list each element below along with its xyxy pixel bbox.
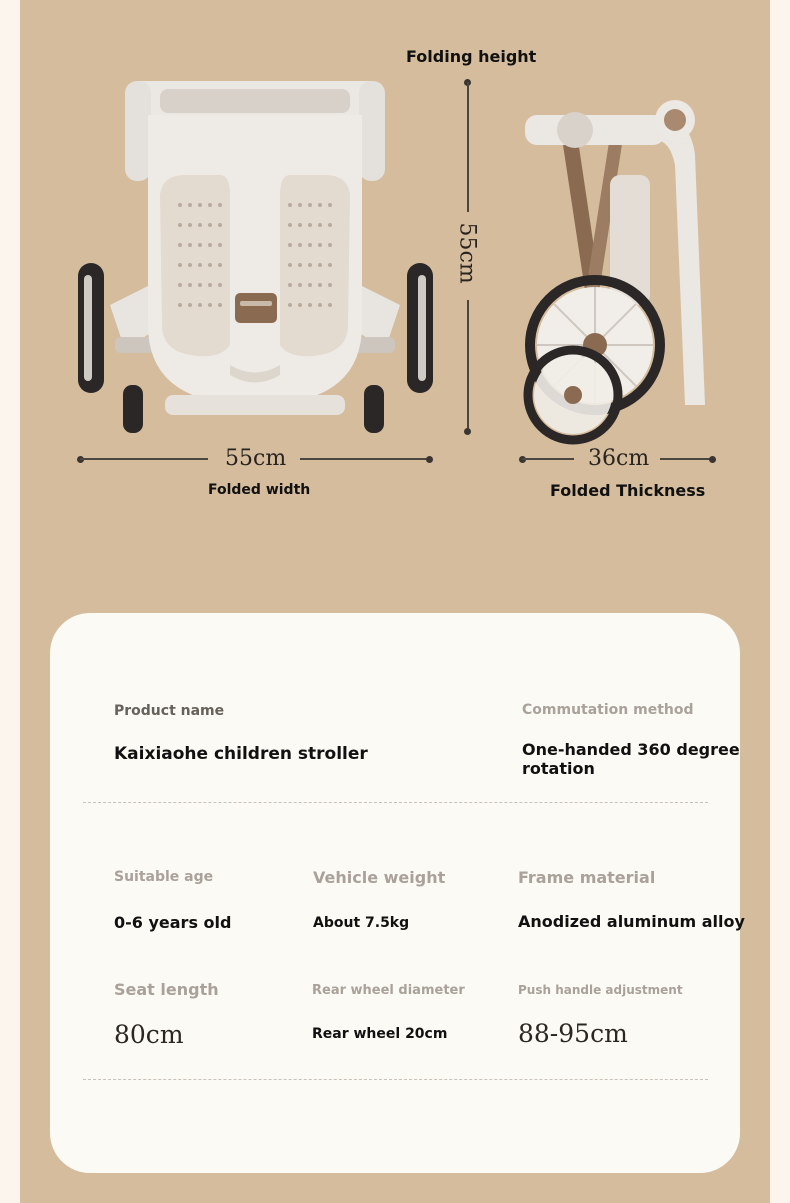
folding-height-label: Folding height — [406, 47, 537, 66]
width-dimension-line-left — [80, 458, 208, 460]
height-dimension-line-bottom — [467, 300, 469, 430]
height-dimension-line-top — [467, 82, 469, 212]
thickness-dimension-line-left — [522, 458, 574, 460]
folded-width-value: 55cm — [225, 446, 287, 471]
frame-material-label: Frame material — [518, 868, 656, 887]
thickness-line-end-right — [709, 456, 716, 463]
vehicle-weight-label: Vehicle weight — [313, 868, 446, 887]
seat-length-label: Seat length — [114, 980, 219, 999]
spec-card — [50, 613, 745, 1173]
folded-stroller-front-image — [70, 75, 450, 435]
width-line-end-right — [426, 456, 433, 463]
rear-wheel-diameter-value: Rear wheel 20cm — [312, 1026, 448, 1042]
commutation-method-value-line1: One-handed 360 degree — [522, 740, 740, 759]
folding-height-value: 55cm — [454, 222, 480, 284]
folded-width-label: Folded width — [208, 482, 311, 498]
seat-length-value: 80cm — [114, 1020, 184, 1049]
spec-divider-bottom — [83, 1079, 708, 1080]
push-handle-adjustment-value: 88-95cm — [518, 1019, 628, 1048]
folded-stroller-side-image — [515, 95, 715, 450]
thickness-dimension-line-right — [660, 458, 712, 460]
suitable-age-value: 0-6 years old — [114, 913, 232, 932]
product-name-label: Product name — [114, 703, 225, 719]
spec-divider-top — [83, 802, 708, 803]
vehicle-weight-value: About 7.5kg — [313, 915, 410, 931]
height-line-end-bottom — [464, 428, 471, 435]
folded-thickness-label: Folded Thickness — [550, 481, 706, 500]
folded-thickness-value: 36cm — [588, 446, 650, 471]
suitable-age-label: Suitable age — [114, 869, 214, 885]
commutation-method-value-line2: rotation — [522, 759, 595, 778]
product-name-value: Kaixiaohe children stroller — [114, 744, 368, 764]
commutation-method-label: Commutation method — [522, 702, 694, 718]
width-dimension-line-right — [300, 458, 428, 460]
push-handle-adjustment-label: Push handle adjustment — [518, 983, 683, 997]
frame-material-value: Anodized aluminum alloy — [518, 912, 745, 931]
rear-wheel-diameter-label: Rear wheel diameter — [312, 983, 465, 998]
